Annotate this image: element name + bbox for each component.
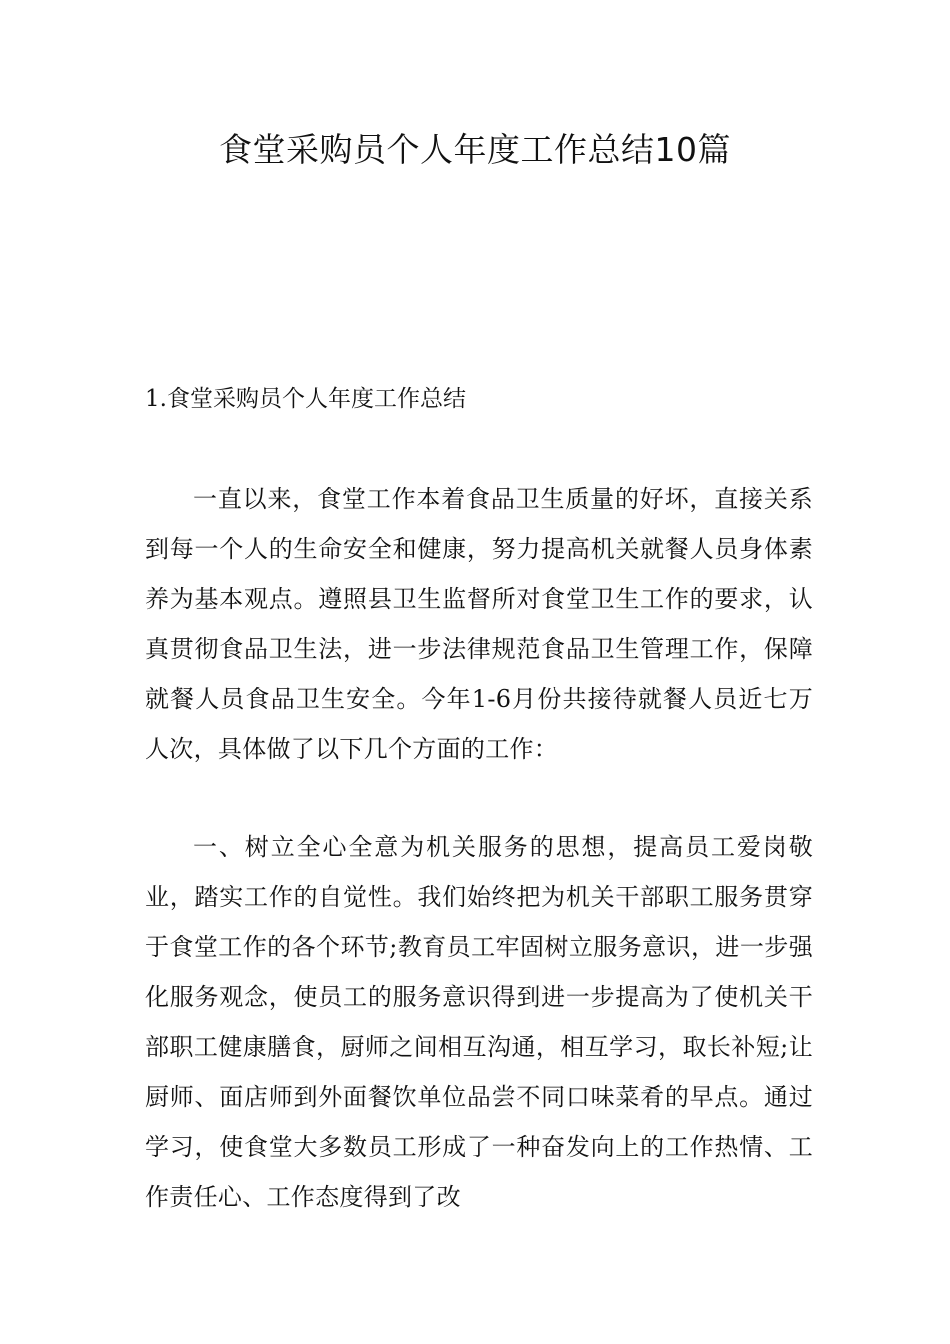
- section-heading: 1.食堂采购员个人年度工作总结: [145, 386, 466, 412]
- document-title: 食堂采购员个人年度工作总结10篇: [219, 130, 731, 169]
- body-paragraph-2: 一、树立全心全意为机关服务的思想，提高员工爱岗敬业，踏实工作的自觉性。我们始终把为机关干部职工服务贯穿于食堂工作的各个环节;教育员工牢固树立服务意识，进一步强化服务观念，使员工的服务意识得到进一步提高为了使机关干部职工健康膳食，厨师之间相互沟通，相互学习，取长补短;让厨师、面店师到外面餐饮单位品尝不同口味菜肴的早点。通过学习，使食堂大多数员工形成了一种奋发向上的工作热情、工作责任心、工作态度得到了改: [145, 833, 813, 1211]
- body-paragraph-1: 一直以来，食堂工作本着食品卫生质量的好坏，直接关系到每一个人的生命安全和健康，努力提高机关就餐人员身体素养为基本观点。遵照县卫生监督所对食堂卫生工作的要求，认真贯彻食品卫生法，进一步法律规范食品卫生管理工作，保障就餐人员食品卫生安全。今年1-6月份共接待就餐人员近七万人次，具体做了以下几个方面的工作：: [145, 485, 813, 763]
